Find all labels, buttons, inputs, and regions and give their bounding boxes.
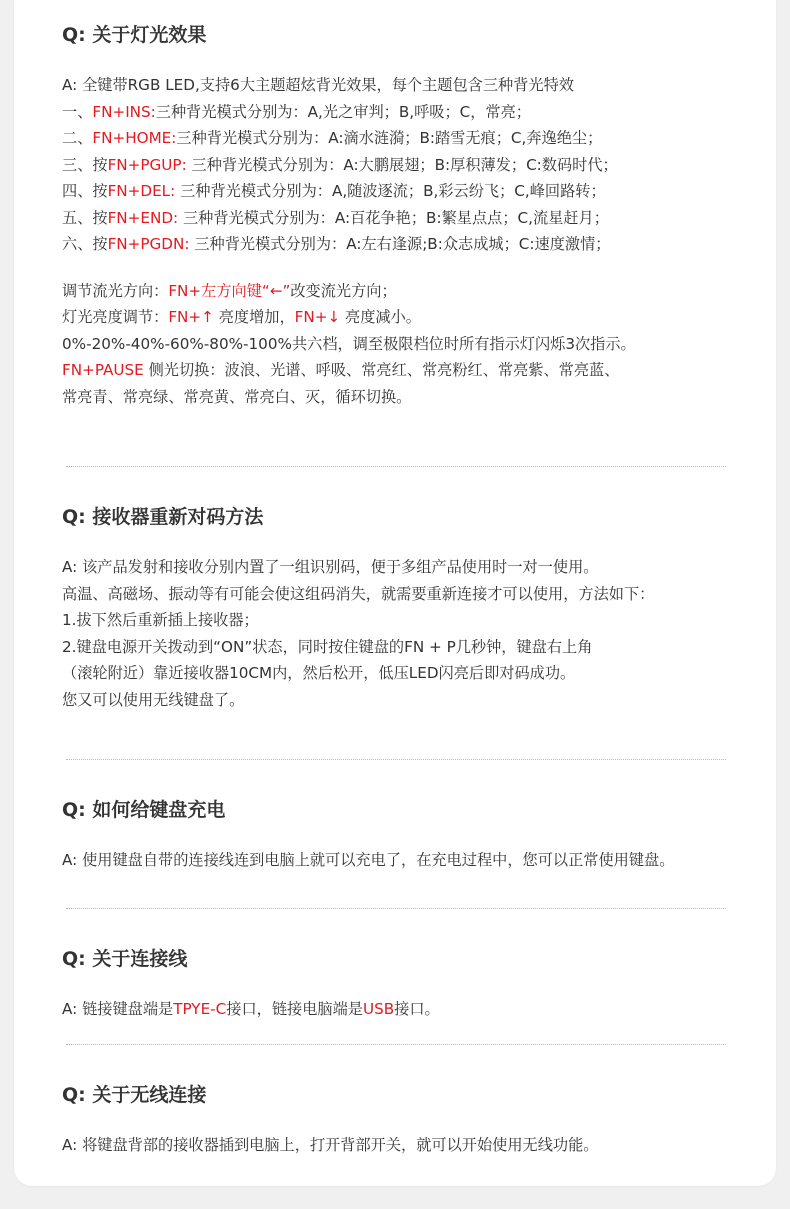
highlighted-text: FN+HOME:	[92, 129, 177, 147]
section-divider	[66, 466, 726, 467]
answer-line	[62, 847, 772, 874]
answer-text: 1.拔下然后重新插上接收器；	[62, 611, 259, 629]
answer-text: 二、	[62, 129, 93, 147]
answer-body	[62, 554, 772, 713]
question-heading: Q: 关于灯光效果	[62, 24, 207, 46]
section-divider	[66, 908, 726, 909]
answer-text: （滚轮附近）靠近接收器10CM内，然后松开，低压LED闪亮后即对码成功。	[62, 664, 576, 682]
question-heading: Q: 如何给键盘充电	[62, 799, 226, 821]
answer-line	[62, 99, 772, 126]
answer-text: 三种背光模式分别为：A:滴水涟漪；B:踏雪无痕；C,奔逸绝尘；	[176, 129, 603, 147]
answer-text: 调节流光方向：	[62, 281, 169, 300]
question-heading: Q: 关于连接线	[62, 948, 188, 970]
answer-line	[62, 72, 772, 99]
answer-text: 改变流光方向；	[290, 281, 397, 300]
answer-line	[62, 152, 772, 179]
answer-text: 您又可以使用无线键盘了。	[62, 690, 245, 709]
faq-section-charging	[62, 797, 772, 874]
faq-section-pairing	[62, 504, 772, 713]
answer-text: 三种背光模式分别为：A,随波逐流；B,彩云纷飞；C,峰回路转；	[175, 182, 606, 200]
answer-body	[62, 847, 772, 874]
answer-body	[62, 996, 772, 1023]
answer-body	[62, 1132, 772, 1159]
answer-line	[62, 581, 772, 608]
answer-body	[62, 72, 772, 410]
answer-text: 三种背光模式分别为：A,光之审判；B,呼吸；C，常亮；	[155, 102, 531, 121]
answer-text: A: 全键带RGB LED,支持6大主题超炫背光效果，每个主题包含三种背光特效	[62, 76, 574, 94]
highlighted-text: FN+PAUSE	[62, 361, 144, 379]
answer-line	[62, 554, 772, 581]
answer-line	[62, 996, 772, 1023]
highlighted-text: FN+↑	[168, 308, 214, 326]
question-heading: Q: 关于无线连接	[62, 1084, 207, 1106]
answer-line	[62, 304, 772, 331]
answer-line	[62, 231, 772, 258]
answer-text: 一、	[62, 102, 93, 121]
answer-line	[62, 634, 772, 661]
highlighted-text: FN+PGUP:	[107, 155, 187, 174]
highlighted-text: FN+↓	[294, 308, 341, 326]
answer-line	[62, 384, 772, 411]
faq-section-lighting	[62, 22, 772, 410]
faq-card	[14, 0, 776, 1186]
highlighted-text: FN+DEL:	[107, 182, 176, 200]
answer-text: 亮度增加，	[213, 308, 295, 326]
answer-line	[62, 687, 772, 714]
answer-line	[62, 178, 772, 205]
section-divider	[66, 759, 726, 760]
question-heading: Q: 接收器重新对码方法	[62, 506, 264, 528]
answer-text: A: 该产品发射和接收分别内置了一组识别码，便于多组产品使用时一对一使用。	[62, 558, 599, 576]
faq-section-cable	[62, 946, 772, 1023]
paragraph-gap	[62, 258, 772, 278]
answer-text: 2.键盘电源开关拨动到“ON”状态，同时按住键盘的FN + P几秒钟，键盘右上角	[62, 637, 593, 656]
answer-line	[62, 278, 772, 305]
answer-text: 灯光亮度调节：	[62, 308, 169, 326]
answer-line	[62, 331, 772, 358]
section-divider	[66, 1044, 726, 1045]
answer-text: A: 使用键盘自带的连接线连到电脑上就可以充电了，在充电过程中，您可以正常使用键盘。	[62, 851, 675, 869]
highlighted-text: FN+左方向键“←”	[168, 281, 291, 300]
highlighted-text: TPYE-C	[173, 1000, 227, 1018]
answer-text: A: 链接键盘端是	[62, 1000, 174, 1018]
highlighted-text: FN+INS:	[92, 102, 156, 121]
answer-line	[62, 125, 772, 152]
answer-text: 接口。	[394, 1000, 440, 1018]
answer-text: 常亮青、常亮绿、常亮黄、常亮白、灭，循环切换。	[62, 387, 412, 406]
answer-text: 接口，链接电脑端是	[226, 1000, 363, 1018]
answer-line	[62, 660, 772, 687]
answer-text: 四、按	[62, 182, 108, 200]
answer-line	[62, 607, 772, 634]
answer-text: 六、按	[62, 235, 108, 253]
answer-text: 五、按	[62, 208, 108, 227]
answer-text: 三种背光模式分别为：A:百花争艳；B:繁星点点；C,流星赶月；	[178, 208, 609, 227]
answer-line	[62, 1132, 772, 1159]
answer-text: 0%-20%-40%-60%-80%-100%共六档，调至极限档位时所有指示灯闪烁3次指示。	[62, 334, 636, 353]
answer-text: A: 将键盘背部的接收器插到电脑上，打开背部开关，就可以开始使用无线功能。	[62, 1136, 599, 1154]
highlighted-text: FN+PGDN:	[107, 235, 190, 253]
answer-text: 侧光切换：波浪、光谱、呼吸、常亮红、常亮粉红、常亮紫、常亮蓝、	[143, 361, 620, 379]
answer-text: 三种背光模式分别为：A:左右逢源;B:众志成城；C:速度激情；	[189, 235, 611, 253]
answer-line	[62, 357, 772, 384]
highlighted-text: USB	[362, 1000, 395, 1018]
faq-section-wireless	[62, 1082, 772, 1159]
highlighted-text: FN+END:	[107, 208, 179, 227]
answer-text: 亮度减小。	[340, 308, 421, 326]
answer-line	[62, 205, 772, 232]
answer-text: 三种背光模式分别为：A:大鹏展翅；B:厚积薄发；C:数码时代；	[186, 155, 618, 174]
answer-text: 三、按	[62, 155, 108, 174]
answer-text: 高温、高磁场、振动等有可能会使这组码消失，就需要重新连接才可以使用，方法如下：	[62, 584, 655, 603]
